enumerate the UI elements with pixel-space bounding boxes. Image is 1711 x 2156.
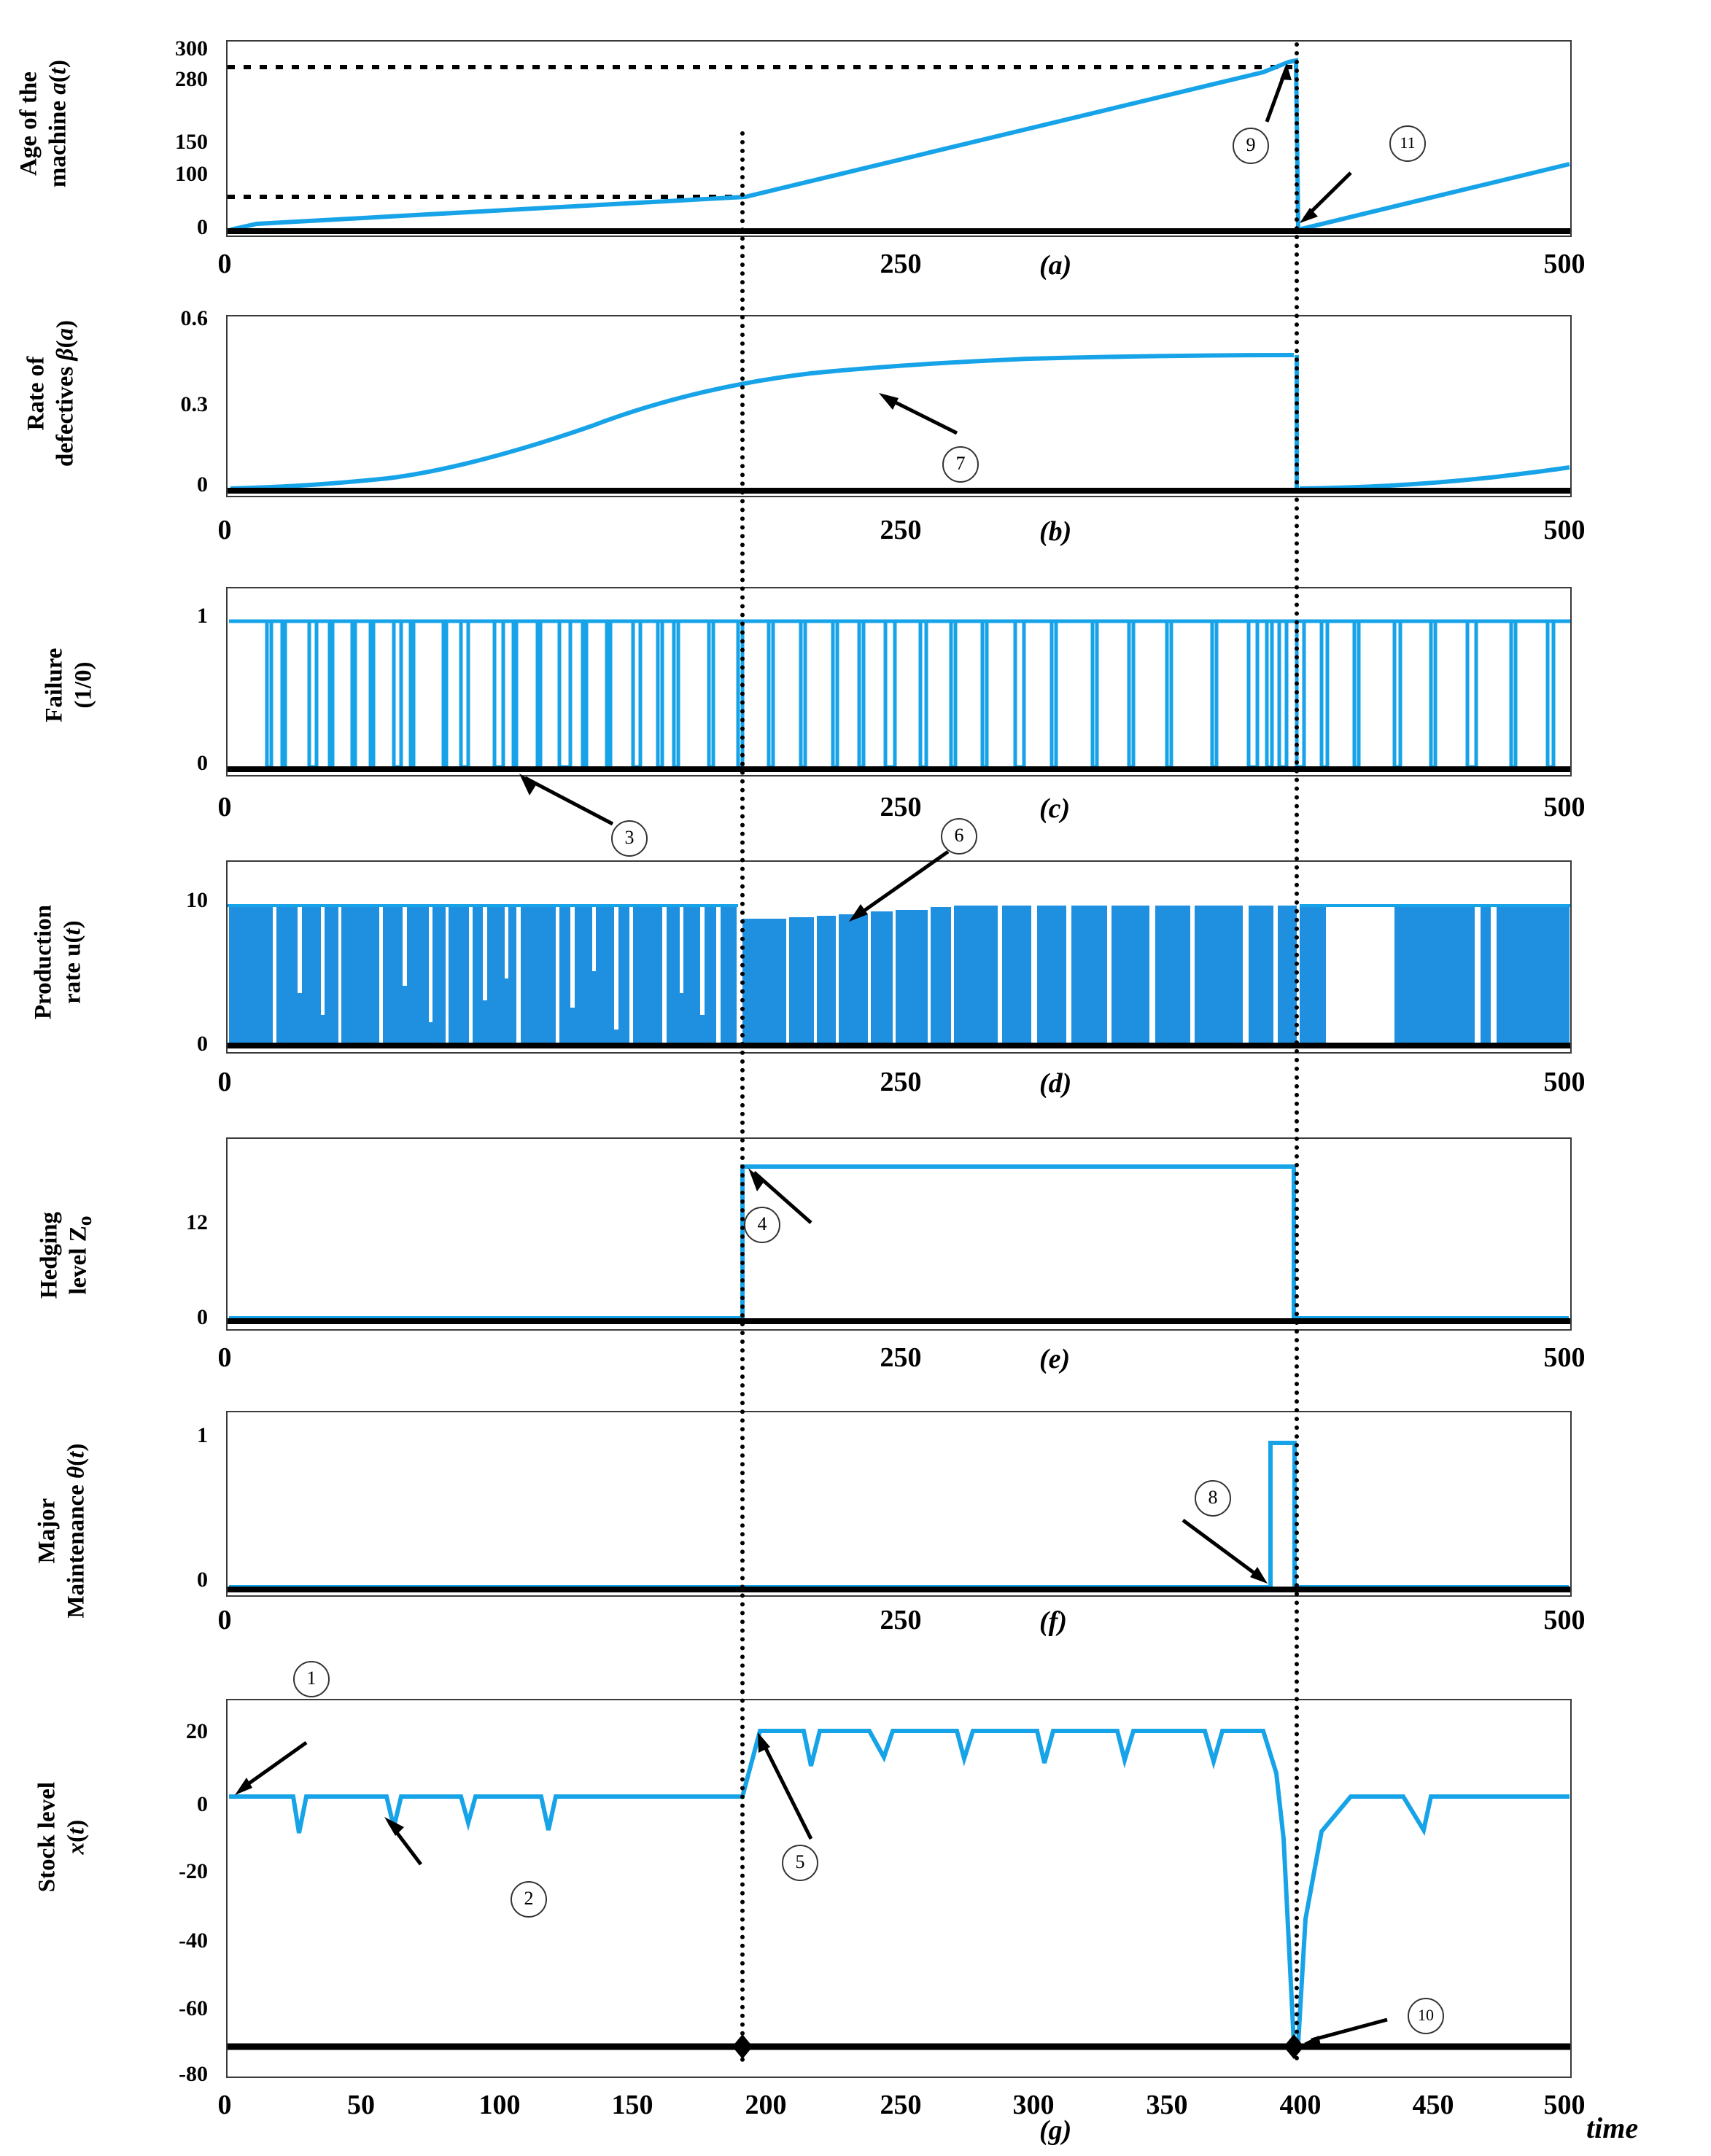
panel-g-xtick-450: 450: [1412, 2090, 1454, 2120]
panel-b-xtick-500: 500: [1543, 515, 1586, 545]
panel-f-ylabel: Major Maintenance θ(t): [34, 1443, 89, 1619]
panel-g-ytick--60: -60: [179, 1996, 208, 2020]
panel-g-ytick-0: 0: [197, 1792, 208, 1816]
panel-c-xtick-250: 250: [880, 792, 922, 822]
panel-d-xtick-0: 0: [217, 1067, 232, 1097]
callout-11: 11: [1389, 125, 1426, 162]
callout-5: 5: [782, 1845, 818, 1881]
panel-d-ylabel: Production rate u(t): [30, 905, 85, 1020]
panel-f-svg: [228, 1412, 1570, 1595]
panel-b-xtick-250: 250: [880, 515, 922, 545]
panel-a-ytick-300: 300: [175, 36, 208, 61]
panel-a-letter: (a): [1039, 250, 1072, 281]
panel-b-plot: [226, 315, 1572, 497]
panel-a-xtick-500: 500: [1543, 249, 1586, 279]
callout-10: 10: [1408, 1998, 1444, 2034]
panel-g-xtick-50: 50: [347, 2090, 375, 2120]
panel-a-ytick-150: 150: [175, 130, 208, 154]
panel-a-ytick-0: 0: [197, 215, 208, 239]
panel-b-ylabel: Rate of defectives β(a): [23, 320, 78, 467]
panel-b-ytick-0: 0: [197, 472, 208, 497]
panel-e-svg: [228, 1139, 1570, 1329]
panel-b-ytick-06: 0.6: [180, 306, 208, 330]
panel-e-ylabel: Hedging level $Z_o$: [36, 1212, 96, 1299]
panel-a-xtick-0: 0: [217, 249, 232, 279]
panel-f-plot: [226, 1411, 1572, 1597]
callout-7: 7: [942, 446, 979, 483]
panel-a-svg: [228, 42, 1570, 236]
panel-g-ytick--20: -20: [179, 1859, 208, 1883]
panel-c-xtick-500: 500: [1543, 792, 1586, 822]
panel-c-ytick-0: 0: [197, 751, 208, 775]
panel-e-ytick-12: 12: [186, 1210, 208, 1234]
callout-8: 8: [1195, 1480, 1231, 1517]
panel-f-ytick-1: 1: [197, 1423, 208, 1447]
callout-9: 9: [1233, 128, 1269, 164]
panel-e-xtick-500: 500: [1543, 1342, 1586, 1373]
panel-d-ytick-10: 10: [186, 888, 208, 912]
panel-g-xtick-200: 200: [745, 2090, 787, 2120]
panel-c-plot: [226, 587, 1572, 777]
event-line-168: [740, 131, 745, 2063]
panel-g-ytick-20: 20: [186, 1719, 208, 1743]
panel-e-xtick-0: 0: [217, 1342, 232, 1373]
panel-g-xtick-500: 500: [1543, 2090, 1586, 2120]
panel-g-xtick-150: 150: [611, 2090, 653, 2120]
panel-e-plot: [226, 1137, 1572, 1331]
panel-b-svg: [228, 316, 1570, 496]
panel-g-plot: [226, 1699, 1572, 2078]
panel-a-ylabel: Age of the machine a(t): [15, 60, 71, 188]
panel-g-xtick-400: 400: [1279, 2090, 1322, 2120]
panel-a-plot: [226, 40, 1572, 237]
panel-a-xtick-250: 250: [880, 249, 922, 279]
panel-b-letter: (b): [1039, 516, 1072, 547]
callout-3: 3: [611, 820, 648, 857]
panel-e-xtick-250: 250: [880, 1342, 922, 1373]
panel-g-xtick-250: 250: [880, 2090, 922, 2120]
panel-e-ytick-0: 0: [197, 1305, 208, 1329]
time-axis-label: time: [1586, 2112, 1639, 2144]
panel-g-xtick-300: 300: [1012, 2090, 1055, 2120]
panel-g-ytick--80: -80: [179, 2062, 208, 2086]
event-line-410: [1295, 42, 1299, 2062]
panel-g-svg: [228, 1700, 1570, 2077]
panel-c-svg: [228, 588, 1570, 775]
panel-f-ytick-0: 0: [197, 1568, 208, 1592]
panel-d-letter: (d): [1039, 1068, 1072, 1099]
panel-f-xtick-0: 0: [217, 1605, 232, 1635]
panel-g-ylabel: Stock level x(t): [34, 1781, 89, 1893]
panel-c-ylabel: Failure (1/0): [41, 647, 96, 723]
panel-e-letter: (e): [1039, 1344, 1071, 1374]
panel-g-xtick-100: 100: [478, 2090, 521, 2120]
failure-spikes: [267, 621, 1553, 767]
panel-a-ytick-100: 100: [175, 162, 208, 186]
panel-c-xtick-0: 0: [217, 792, 232, 822]
panel-d-xtick-250: 250: [880, 1067, 922, 1097]
panel-c-ytick-1: 1: [197, 604, 208, 628]
callout-4: 4: [744, 1207, 780, 1243]
panel-f-xtick-250: 250: [880, 1605, 922, 1635]
panel-b-ytick-03: 0.3: [180, 392, 208, 416]
panel-f-letter: (f): [1039, 1606, 1067, 1637]
panel-g-letter: (g): [1039, 2115, 1072, 2146]
panel-f-xtick-500: 500: [1543, 1605, 1586, 1635]
panel-a-ytick-280: 280: [175, 67, 208, 91]
callout-6: 6: [941, 818, 977, 855]
callout-1: 1: [293, 1661, 330, 1697]
panel-c-letter: (c): [1039, 793, 1071, 824]
panel-b-xtick-0: 0: [217, 515, 232, 545]
panel-g-xtick-0: 0: [217, 2090, 232, 2120]
panel-d-ytick-0: 0: [197, 1032, 208, 1056]
panel-d-xtick-500: 500: [1543, 1067, 1586, 1097]
callout-2: 2: [511, 1881, 547, 1918]
panel-g-xtick-350: 350: [1146, 2090, 1188, 2120]
panel-g-ytick--40: -40: [179, 1929, 208, 1953]
